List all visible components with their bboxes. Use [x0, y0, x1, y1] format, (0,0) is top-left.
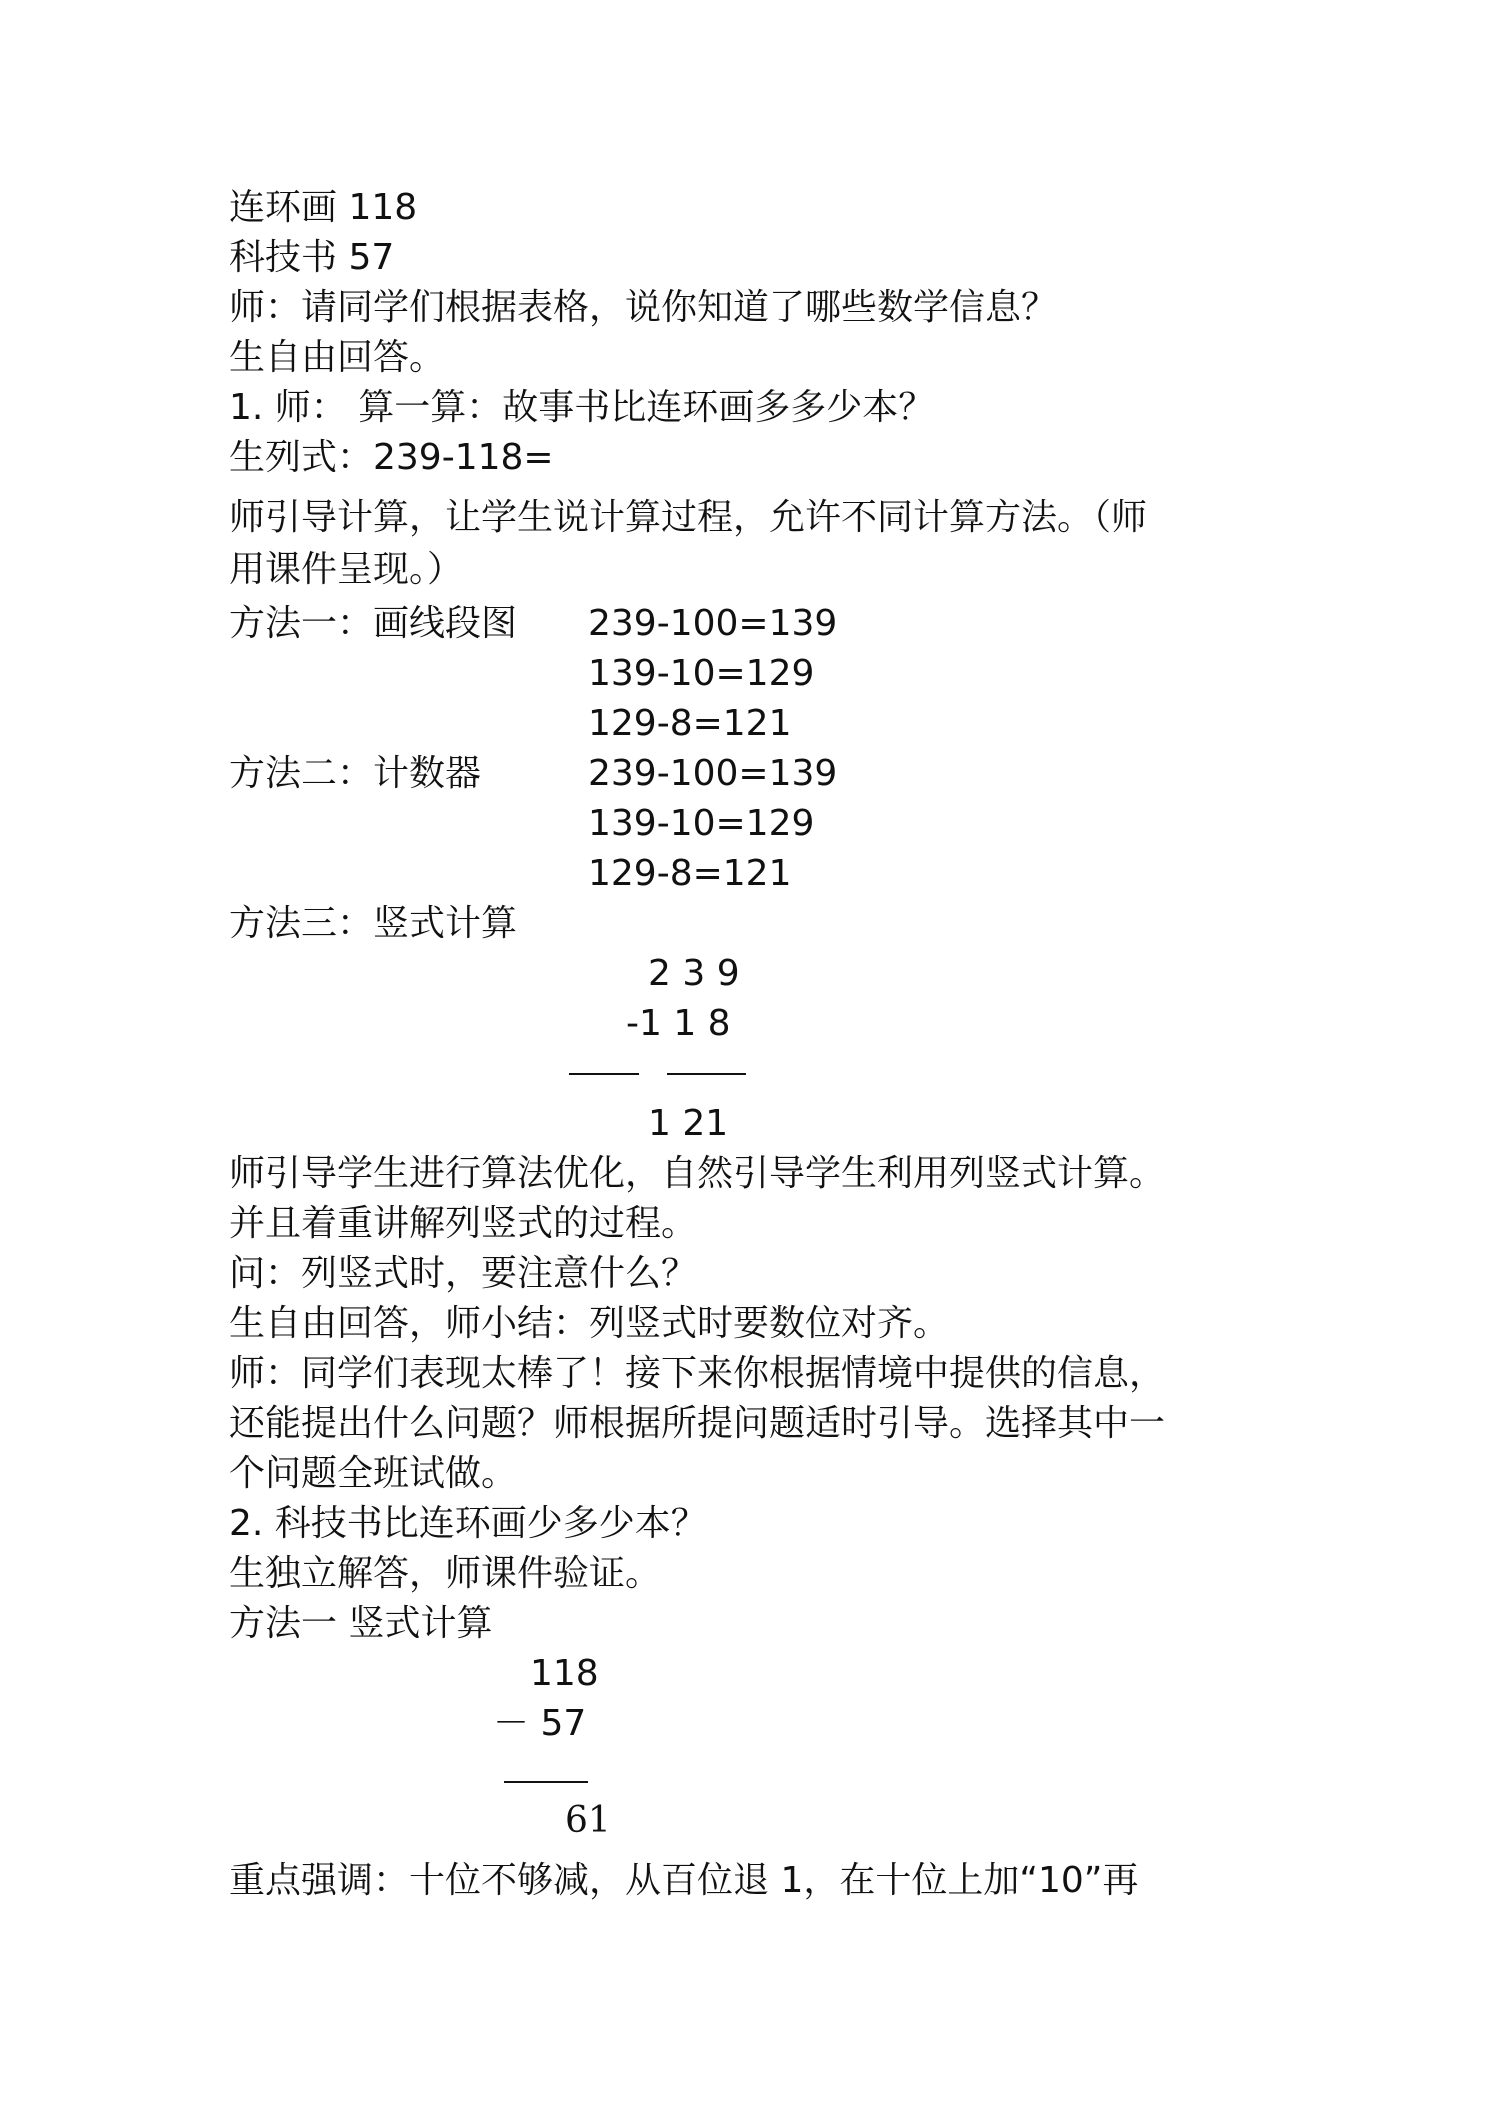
vertical-calc-1-rule-right [667, 1073, 746, 1075]
vertical-calc-2-result: 61 [565, 1800, 611, 1841]
vertical-calc-1-minuend: 2 3 9 [648, 953, 740, 994]
method-1-step-2: 139-10=129 [588, 653, 815, 694]
table-row-comics: 连环画 118 [229, 187, 418, 228]
teacher-praise-line-3: 个问题全班试做。 [229, 1453, 518, 1494]
method-vertical-label: 方法一 竖式计算 [229, 1603, 493, 1644]
problem-2: 2. 科技书比连环画少多少本？ [229, 1503, 707, 1544]
summary-align-digits: 生自由回答，师小结：列竖式时要数位对齐。 [229, 1303, 950, 1344]
teacher-guidance-line-2: 用课件呈现。） [229, 549, 464, 590]
method-2-label: 方法二：计数器 [229, 753, 482, 794]
teacher-praise-line-2: 还能提出什么问题？师根据所提问题适时引导。选择其中一 [229, 1403, 1166, 1444]
teacher-praise-line-1: 师：同学们表现太棒了！接下来你根据情境中提供的信息， [229, 1353, 1166, 1394]
student-equation: 生列式：239-118= [229, 437, 554, 478]
student-answer: 生自由回答。 [229, 337, 446, 378]
teacher-guidance-line-1: 师引导计算，让学生说计算过程，允许不同计算方法。（师 [229, 497, 1148, 538]
teacher-optimization-line-1: 师引导学生进行算法优化，自然引导学生利用列竖式计算。 [229, 1153, 1166, 1194]
student-independent-answer: 生独立解答，师课件验证。 [229, 1553, 662, 1594]
vertical-calc-2-minuend: 118 [530, 1653, 599, 1694]
vertical-calc-1-rule-left [569, 1073, 639, 1075]
teacher-question: 师：请同学们根据表格，说你知道了哪些数学信息？ [229, 287, 1058, 328]
problem-1: 1. 师： 算一算：故事书比连环画多多少本？ [229, 387, 935, 428]
method-1-step-1: 239-100=139 [588, 603, 838, 644]
question-attention: 问：列竖式时，要注意什么？ [229, 1253, 698, 1294]
method-3-label: 方法三：竖式计算 [229, 903, 518, 944]
method-2-step-2: 139-10=129 [588, 803, 815, 844]
method-2-step-1: 239-100=139 [588, 753, 838, 794]
table-row-science-books: 科技书 57 [229, 237, 395, 278]
method-1-step-3: 129-8=121 [588, 703, 792, 744]
method-1-label: 方法一：画线段图 [229, 603, 518, 644]
vertical-calc-1-subtrahend: -1 1 8 [626, 1003, 731, 1044]
teacher-optimization-line-2: 并且着重讲解列竖式的过程。 [229, 1203, 698, 1244]
vertical-calc-1-result: 1 21 [648, 1103, 729, 1144]
vertical-calc-2-subtrahend: － 57 [493, 1703, 587, 1744]
method-2-step-3: 129-8=121 [588, 853, 792, 894]
key-emphasis: 重点强调：十位不够减，从百位退 1，在十位上加“10”再 [229, 1860, 1139, 1901]
vertical-calc-2-rule [504, 1781, 588, 1783]
